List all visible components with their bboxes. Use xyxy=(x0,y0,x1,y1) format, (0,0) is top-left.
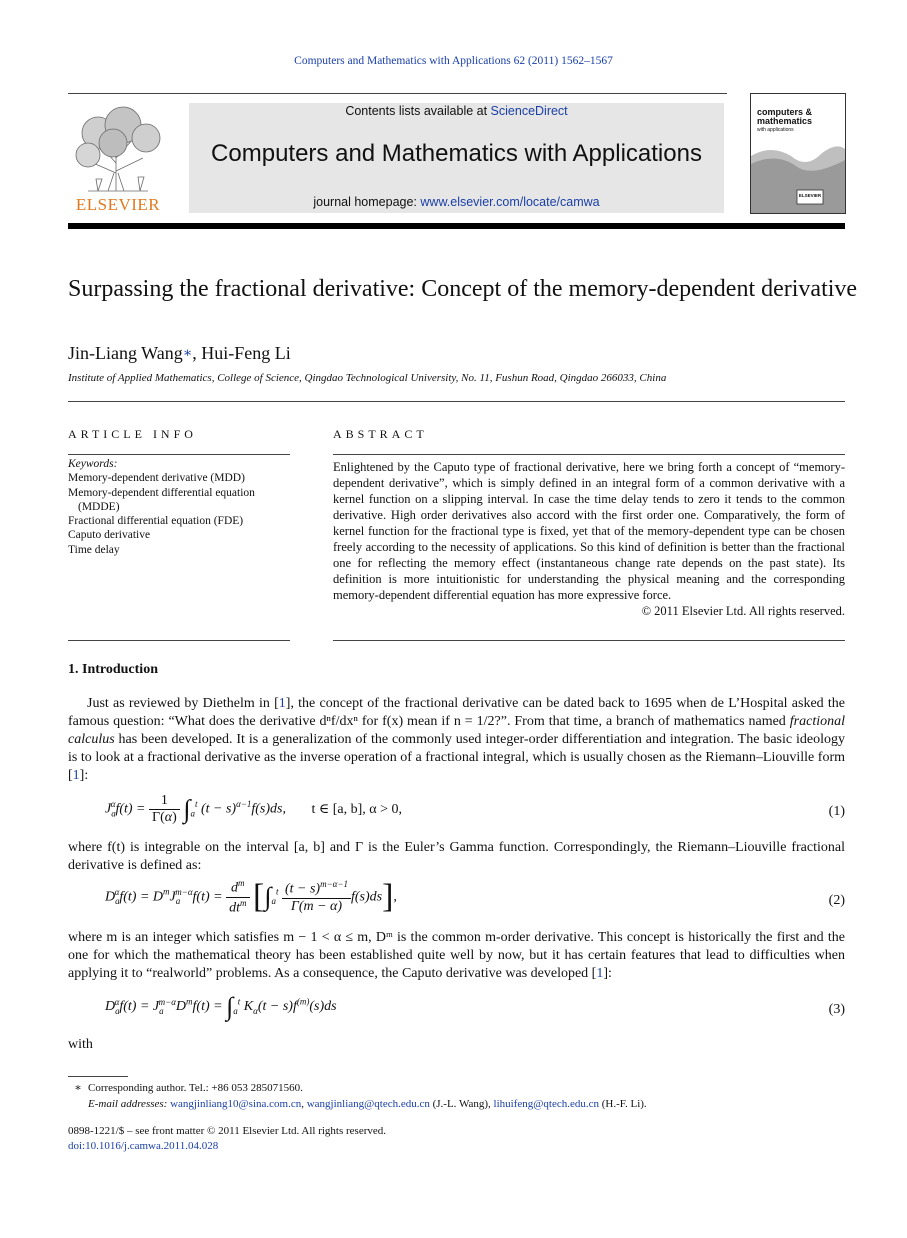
sciencedirect-link[interactable]: ScienceDirect xyxy=(490,104,568,118)
top-rule xyxy=(68,93,727,94)
journal-citation[interactable]: Computers and Mathematics with Applications 62 (2011) 1562–1567 xyxy=(294,55,613,67)
footnote-corresponding: ∗ Corresponding author. Tel.: +86 053 285071560. xyxy=(74,1082,303,1094)
intro-paragraph: where f(t) is integrable on the interval [a, b] and Γ is the Euler’s Gamma function. Correspondingly, the Riemann–Liouville fractional derivative is defined as: xyxy=(68,840,845,873)
footnote-rule xyxy=(68,1076,128,1077)
keywords-list xyxy=(68,457,290,557)
keyword-item: Time delay xyxy=(68,543,120,556)
article-info-heading: ARTICLE INFO xyxy=(68,427,197,441)
homepage-link[interactable]: www.elsevier.com/locate/camwa xyxy=(420,195,600,209)
header-thick-rule xyxy=(68,223,845,229)
footnote-emails: E-mail addresses: wangjinliang10@sina.com.cn, wangjinliang@qtech.edu.cn (J.-L. Wang), lihuifeng@qtech.edu.cn (H.-F. Li). xyxy=(88,1098,647,1110)
cover-badge: ELSEVIER xyxy=(798,193,822,198)
keyword-item: Memory-dependent derivative (MDD) xyxy=(68,472,245,485)
author-list xyxy=(68,343,291,364)
divider xyxy=(68,401,845,402)
intro-paragraph: with xyxy=(68,1037,93,1052)
corresponding-mark[interactable]: ∗ xyxy=(182,346,193,361)
author-name: , Hui-Feng Li xyxy=(192,343,291,363)
keyword-item: (MDDE) xyxy=(78,500,120,513)
equation-3: $D_a^\alpha f(t) = J_a^{m-\alpha}D^mf(t) = \int_a^t$ $K_\alpha(t - s)f^{(m)}(s)ds$ xyxy=(105,992,337,1021)
issn-line: 0898-1221/$ – see front matter © 2011 Elsevier Ltd. All rights reserved. xyxy=(68,1125,387,1137)
email-link[interactable]: lihuifeng@qtech.edu.cn xyxy=(493,1098,599,1110)
abstract-text: Enlightened by the Caputo type of fractional derivative, here we bring forth a concept of “memory-dependent derivative”, which is simply defined in an integral form of a common derivative with a kernel function on a slipping interval. In case the time delay tends to zero it tends to the common derivative. High order derivatives also accord with the first order one. Comparatively, the form of kernel function for the fractional type is fixed, yet that of the memory-dependent type can be chosen freely according to the necessity of applications. So this kind of definition is better than the fractional one for reflecting the memory effect (instantaneous change rate depends on the past state). Its definition is more intuitionistic for understanding the physical meaning and the corresponding memory-dependent differential equation has more expressive force. xyxy=(333,460,845,602)
email-link[interactable]: wangjinliang10@sina.com.cn xyxy=(170,1098,302,1110)
doi-link[interactable]: doi:10.1016/j.camwa.2011.04.028 xyxy=(68,1140,219,1152)
equation-number: (3) xyxy=(828,1002,845,1017)
keyword-item: Fractional differential equation (FDE) xyxy=(68,515,244,528)
keyword-item: Caputo derivative xyxy=(68,529,151,542)
divider xyxy=(333,640,845,641)
reference-link[interactable]: 1 xyxy=(596,966,604,981)
journal-cover xyxy=(750,93,846,214)
abstract-heading: ABSTRACT xyxy=(333,427,428,441)
divider xyxy=(68,454,290,455)
cover-title: computers & mathematics with applications xyxy=(757,107,813,133)
reference-link[interactable]: 1 xyxy=(278,696,286,711)
section-heading: 1. Introduction xyxy=(68,662,158,677)
author-name: Jin-Liang Wang xyxy=(68,343,183,363)
divider xyxy=(333,454,845,455)
publisher-name: ELSEVIER xyxy=(75,195,161,214)
equation-number: (2) xyxy=(828,893,845,908)
equation-1: $J_a^\alpha f(t)$ = $\frac{1}{\Gamma(\alpha)}$ $\int_a^t$ $(t - s)^{\alpha-1}f(s)ds$, t ∈ [a, b], α > 0, xyxy=(105,793,403,825)
email-link[interactable]: wangjinliang@qtech.edu.cn xyxy=(306,1098,430,1110)
keywords-label: Keywords: xyxy=(68,458,118,470)
intro-paragraph: where m is an integer which satisfies m − 1 < α ≤ m, Dᵐ is the common m-order derivative. This concept is historically the first and the one for which the mathematical theory has been established quite well by now, but it has certain features that lead to difficulties when applying it to “realworld” problems. As a consequence, the Caputo derivative was developed [1]: xyxy=(68,930,845,981)
copyright-line: © 2011 Elsevier Ltd. All rights reserved. xyxy=(641,604,845,618)
contents-line: Contents lists available at ScienceDirect xyxy=(345,104,568,118)
reference-link[interactable]: 1 xyxy=(72,768,80,783)
divider xyxy=(68,640,290,641)
affiliation: Institute of Applied Mathematics, College of Science, Qingdao Technological University, No. 11, Fushun Road, Qingdao 266033, China xyxy=(68,372,667,384)
article-title: Surpassing the fractional derivative: Concept of the memory-dependent derivative xyxy=(68,276,858,302)
homepage-line: journal homepage: www.elsevier.com/locate/camwa xyxy=(313,195,600,209)
journal-title: Computers and Mathematics with Applications xyxy=(211,140,702,167)
elsevier-logo xyxy=(68,103,168,215)
keyword-item: Memory-dependent differential equation xyxy=(68,486,255,499)
equation-number: (1) xyxy=(828,804,845,819)
intro-paragraph: Just as reviewed by Diethelm in [1], the concept of the fractional derivative can be dated back to 1695 when de L’Hospital asked the famous question: “What does the derivative dⁿf/dxⁿ for f(x) mean if n = 1/2?”. From that time, a branch of mathematics named fractional calculus has been developed. It is a generalization of the commonly used integer-order differentiation and integration. The basic ideology is to look at a fractional derivative as the inverse operation of a fractional integral, which is usually chosen as the Riemann–Liouville form [1]: xyxy=(68,696,845,783)
abstract-body xyxy=(333,459,845,619)
equation-2: $D_a^\alpha f(t) = D^mJ_a^{m-\alpha}f(t)$ = $\frac{d^m}{dt^m}$ [$\int_a^t$ $\frac{(t - s)^{m-\alpha-1}}{\Gamma(m - \alpha)}$ f(s)ds], xyxy=(105,878,397,916)
